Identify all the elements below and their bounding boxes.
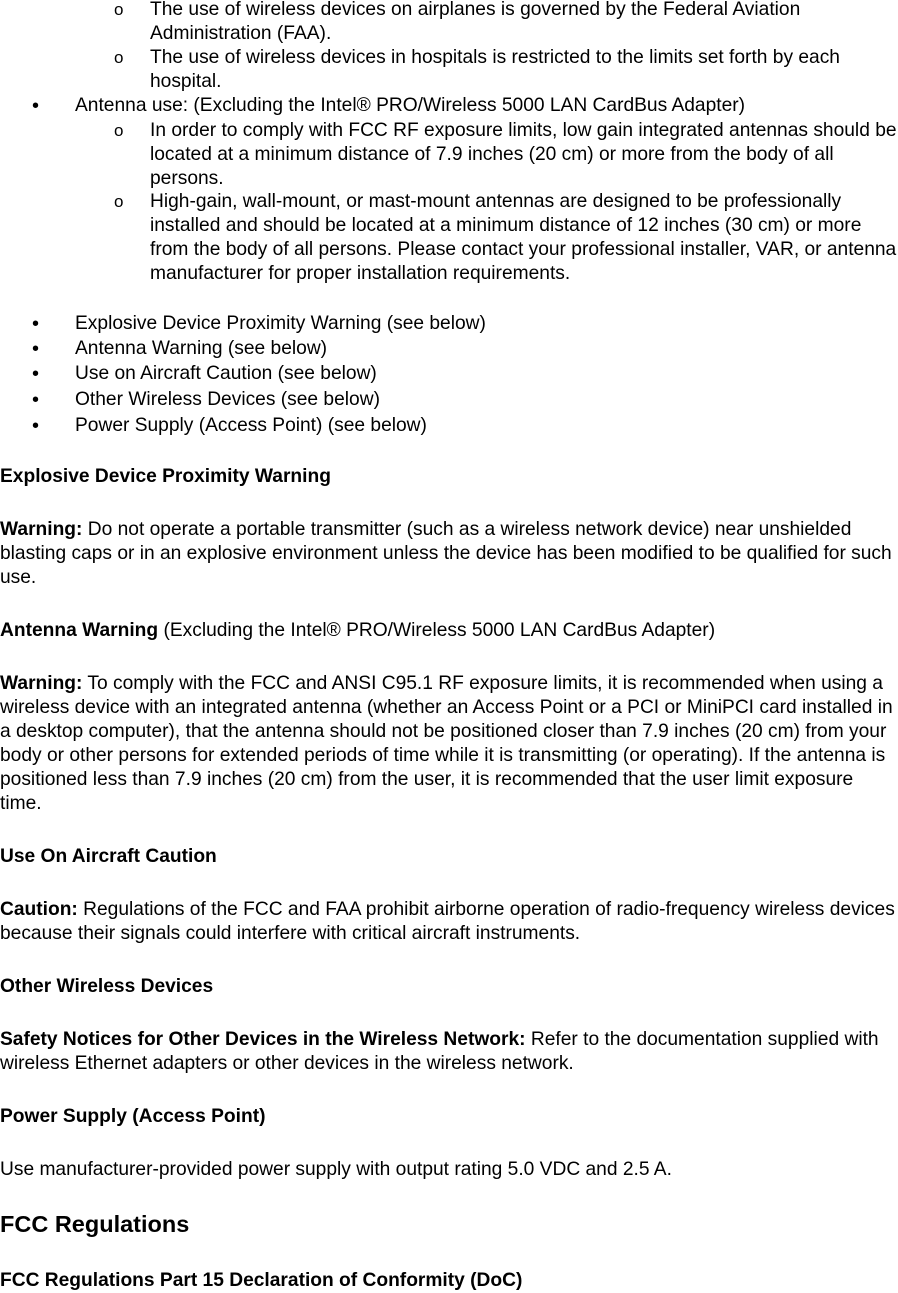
paragraph-lead: Safety Notices for Other Devices in the Wireless Network: xyxy=(0,1029,526,1050)
antenna-use-label: Antenna use: (Excluding the Intel® PRO/Wireless 5000 LAN CardBus Adapter) xyxy=(75,95,746,116)
section-heading-title: Antenna Warning xyxy=(0,620,159,641)
bullet-marker: • xyxy=(32,313,40,335)
paragraph xyxy=(0,898,898,946)
paragraph xyxy=(0,518,898,590)
list-item-text: High-gain, wall-mount, or mast-mount antennas are designed to be professionally installed and should be located at a minimum distance of 12 inches (30 cm) or more from the body of all persons. Please contact your professional installer, VAR, or antenna manufacturer for proper installation requirements. xyxy=(150,191,897,284)
list-item-text: Other Wireless Devices (see below) xyxy=(75,389,380,410)
paragraph xyxy=(0,672,898,816)
sub-bullet-marker: o xyxy=(114,0,124,19)
list-item-text: In order to comply with FCC RF exposure limits, low gain integrated antennas should be located at a minimum distance of 7.9 inches (20 cm) or more from the body of all persons. xyxy=(150,120,897,189)
bullet-marker: • xyxy=(32,338,40,360)
section-heading: Use On Aircraft Caution xyxy=(0,846,217,867)
paragraph-body: Do not operate a portable transmitter (such as a wireless network device) near unshielded blasting caps or in an explosive environment unless the device has been modified to be qualified for such use. xyxy=(0,519,892,588)
list-item-text: Power Supply (Access Point) (see below) xyxy=(75,415,427,436)
section-heading xyxy=(0,619,898,643)
paragraph-lead: Warning: xyxy=(0,519,83,540)
section-heading-suffix: (Excluding the Intel® PRO/Wireless 5000 LAN CardBus Adapter) xyxy=(158,620,716,641)
list-item-text: The use of wireless devices on airplanes is governed by the Federal Aviation Administration (FAA). xyxy=(150,0,801,44)
bullet-marker: • xyxy=(32,389,40,411)
section-heading: Explosive Device Proximity Warning xyxy=(0,466,331,487)
list-item-text: Use on Aircraft Caution (see below) xyxy=(75,363,377,384)
sub-bullet-marker: o xyxy=(114,121,124,140)
sub-bullet-marker: o xyxy=(114,192,124,211)
section-heading: Power Supply (Access Point) xyxy=(0,1106,266,1127)
paragraph-body: To comply with the FCC and ANSI C95.1 RF exposure limits, it is recommended when using a wireless device with an integrated antenna (whether an Access Point or a PCI or MiniPCI card installed in a desktop computer), that the antenna should not be positioned closer than 7.9 inches (20 cm) from your body or other persons for extended periods of time while it is transmitting (or operating). If the antenna is positioned less than 7.9 inches (20 cm) from the user, it is recommended that the user limit exposure time. xyxy=(0,673,893,814)
section-heading: Other Wireless Devices xyxy=(0,976,214,997)
paragraph-lead: Caution: xyxy=(0,899,78,920)
bullet-marker: • xyxy=(32,363,40,385)
list-item-text: The use of wireless devices in hospitals is restricted to the limits set forth by each hospital. xyxy=(150,47,840,92)
bullet-marker: • xyxy=(32,415,40,437)
paragraph-lead: Warning: xyxy=(0,673,83,694)
page-heading: FCC Regulations xyxy=(0,1211,190,1237)
paragraph-body: Use manufacturer-provided power supply with output rating 5.0 VDC and 2.5 A. xyxy=(0,1159,672,1180)
bullet-marker: • xyxy=(32,95,40,117)
section-heading: FCC Regulations Part 15 Declaration of Conformity (DoC) xyxy=(0,1270,523,1291)
paragraph xyxy=(0,1028,898,1076)
sub-bullet-marker: o xyxy=(114,48,124,67)
list-item-text: Explosive Device Proximity Warning (see below) xyxy=(75,313,486,334)
paragraph-body: Refer to the documentation supplied with wireless Ethernet adapters or other devices in the wireless network. xyxy=(0,1029,879,1074)
paragraph-body: Regulations of the FCC and FAA prohibit airborne operation of radio-frequency wireless devices because their signals could interfere with critical aircraft instruments. xyxy=(0,899,895,944)
list-item-text: Antenna Warning (see below) xyxy=(75,338,328,359)
